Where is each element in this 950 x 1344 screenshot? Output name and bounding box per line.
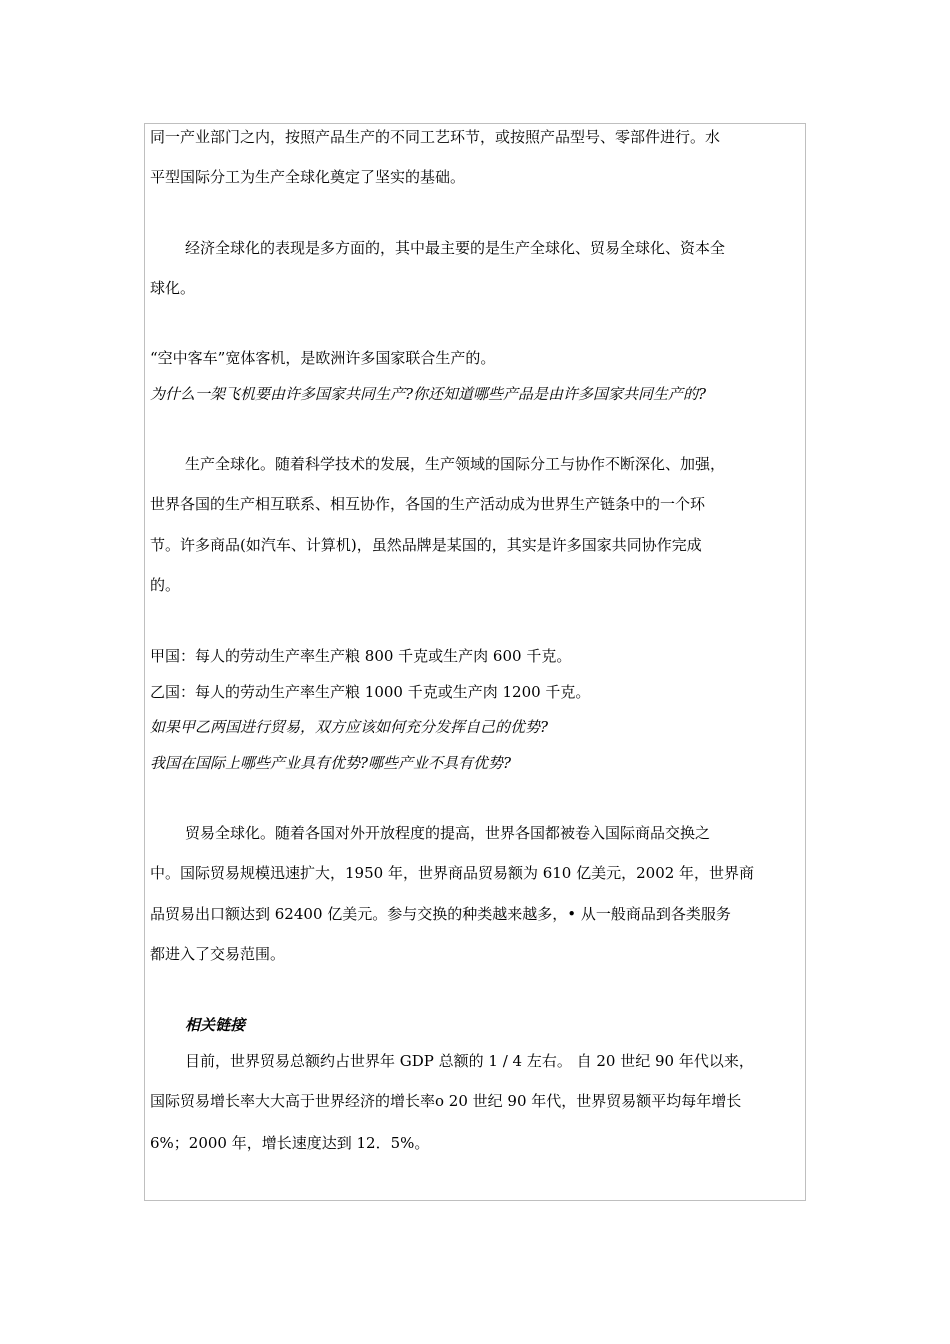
text-line: 节。许多商品(如汽车、计算机)，虽然品牌是某国的，其实是许多国家共同协作完成 [150,536,702,554]
text-line: 都进入了交易范围。 [150,945,286,963]
text-line: 经济全球化的表现是多方面的，其中最主要的是生产全球化、贸易全球化、资本全 [185,239,726,257]
text-line: “空中客车”宽体客机，是欧洲许多国家联合生产的。 [150,349,496,367]
text-line: 贸易全球化。随着各国对外开放程度的提高，世界各国都被卷入国际商品交换之 [185,824,711,842]
text-line: 的。 [150,576,181,594]
text-line: 目前，世界贸易总额约占世界年 GDP 总额的 1 / 4 左右。 自 20 世纪 90 年代以来， [185,1052,754,1070]
text-line: 世界各国的生产相互联系、相互协作，各国的生产活动成为世界生产链条中的一个环 [150,495,706,513]
text-line: 生产全球化。随着科学技术的发展，生产领域的国际分工与协作不断深化、加强， [185,455,726,473]
text-line: 国际贸易增长率大大高于世界经济的增长率o 20 世纪 90 年代，世界贸易额平均每年增长 [150,1092,742,1110]
question-line: 为什么一架飞机要由许多国家共同生产?你还知道哪些产品是由许多国家共同生产的? [150,385,707,403]
question-line: 如果甲乙两国进行贸易，双方应该如何充分发挥自己的优势? [150,718,549,736]
text-line: 同一产业部门之内，按照产品生产的不同工艺环节，或按照产品型号、零部件进行。水 [150,128,721,146]
section-heading: 相关链接 [185,1016,246,1034]
text-line: 乙国：每人的劳动生产率生产粮 1000 千克或生产肉 1200 千克。 [150,683,591,701]
text-line: 球化。 [150,279,196,297]
text-line: 平型国际分工为生产全球化奠定了坚实的基础。 [150,168,466,186]
text-line: 甲国：每人的劳动生产率生产粮 800 千克或生产肉 600 千克。 [150,647,572,665]
question-line: 我国在国际上哪些产业具有优势?哪些产业不具有优势? [150,754,512,772]
text-line: 品贸易出口额达到 62400 亿美元。参与交换的种类越来越多，• 从一般商品到各类服务 [150,905,731,923]
text-line: 6%；2000 年，增长速度达到 12．5%。 [150,1134,430,1152]
text-line: 中。国际贸易规模迅速扩大，1950 年，世界商品贸易额为 610 亿美元，2002 年，世界商 [150,864,755,882]
